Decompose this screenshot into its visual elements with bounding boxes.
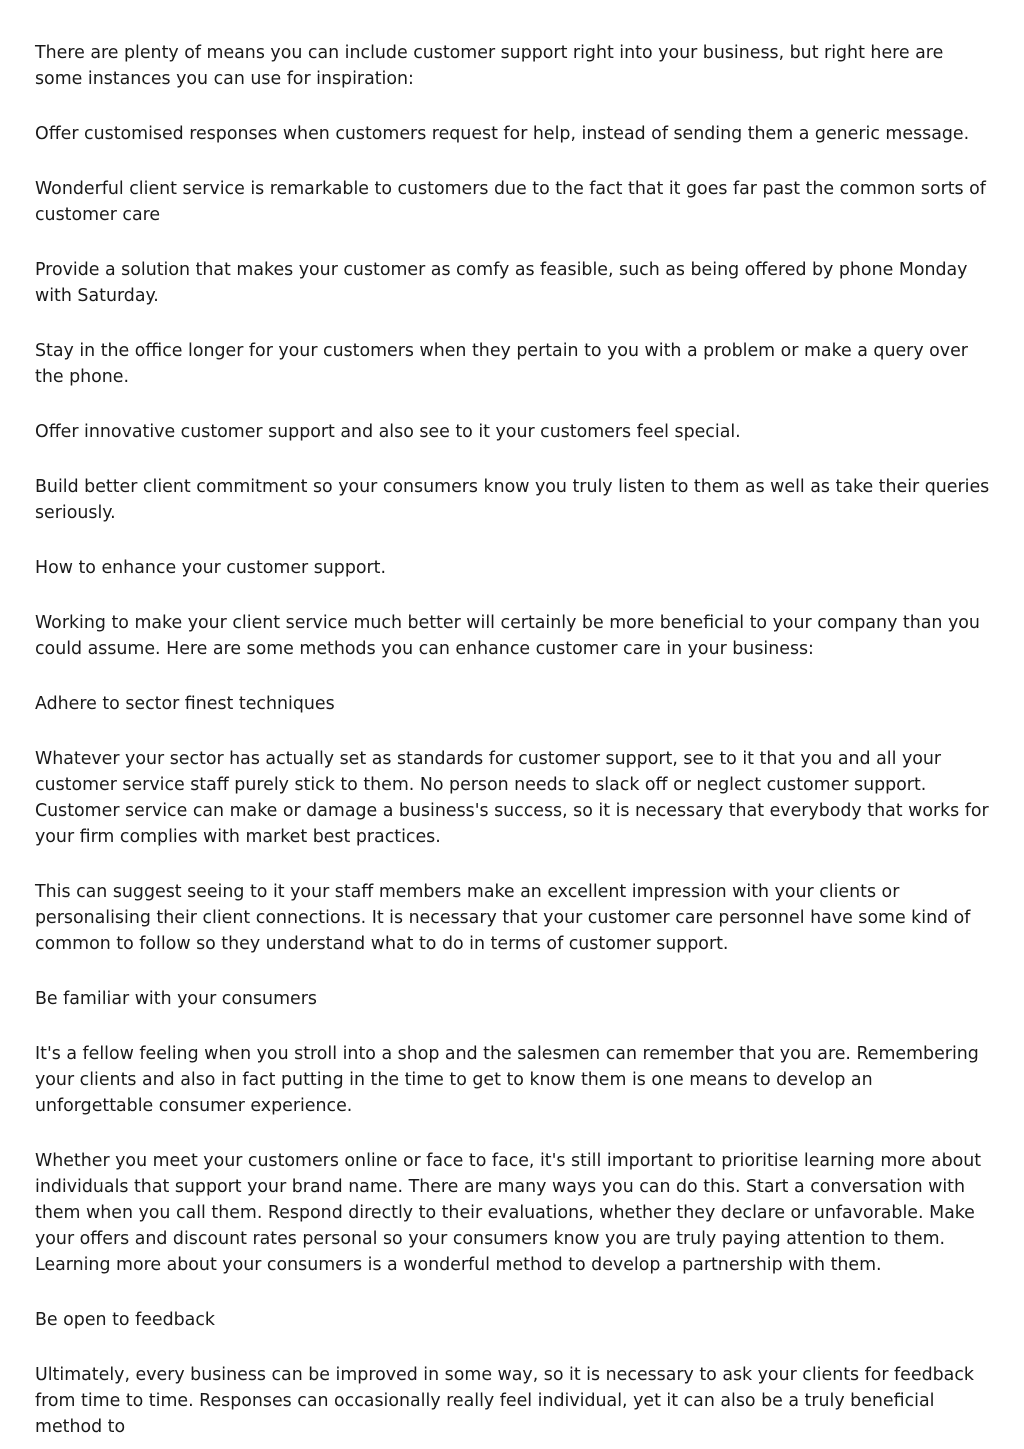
paragraph-ask-feedback: Ultimately, every business can be improved in some way, so it is necessary to ask your clients for feedback from time to time. Responses can occasionally really feel individual, yet it can also be a truly beneficial method to [35, 1365, 974, 1437]
paragraph-client-commitment: Build better client commitment so your consumers know you truly listen to them as well as take their queries seriously. [35, 477, 990, 523]
section-heading-best-techniques: Adhere to sector finest techniques [35, 694, 335, 714]
paragraph-meet-customers: Whether you meet your customers online or face to face, it's still important to prioritise learning more about individuals that support your brand name. There are many ways you can do this. Start a conversation with them when you call them. Respond directly to their evaluations, whether they declare or unfavorable. Make your offers and discount rates personal so your consumers know you are truly paying attention to them. Learning more about your consumers is a wonderful method to develop a partnership with them. [35, 1151, 982, 1275]
paragraph-sector-standards: Whatever your sector has actually set as standards for customer support, see to it that you and all your customer service staff purely stick to them. No person needs to slack off or neglect customer support. Customer service can make or damage a business's success, so it is necessary that everybody that works for your firm complies with market best practices. [35, 749, 989, 847]
paragraph-provide-solution: Provide a solution that makes your customer as comfy as feasible, such as being offered by phone Monday with Saturday. [35, 260, 968, 306]
section-heading-enhance-support: How to enhance your customer support. [35, 558, 387, 578]
paragraph-stay-longer: Stay in the office longer for your customers when they pertain to you with a problem or make a query over the phone. [35, 341, 968, 387]
section-heading-feedback: Be open to feedback [35, 1310, 215, 1330]
document-body [35, 40, 990, 1440]
paragraph-intro: There are plenty of means you can include customer support right into your business, but right here are some instances you can use for inspiration: [35, 43, 944, 89]
paragraph-wonderful-service: Wonderful client service is remarkable to customers due to the fact that it goes far past the common sorts of customer care [35, 179, 986, 225]
section-heading-know-consumers: Be familiar with your consumers [35, 989, 317, 1009]
paragraph-customised-responses: Offer customised responses when customers request for help, instead of sending them a generic message. [35, 124, 970, 144]
paragraph-staff-impression: This can suggest seeing to it your staff members make an excellent impression with your clients or personalising their client connections. It is necessary that your customer care personnel have some kind of common to follow so they understand what to do in terms of customer support. [35, 882, 971, 954]
paragraph-innovative-support: Offer innovative customer support and also see to it your customers feel special. [35, 422, 741, 442]
paragraph-working-better: Working to make your client service much better will certainly be more beneficial to your company than you could assume. Here are some methods you can enhance customer care in your business: [35, 613, 980, 659]
paragraph-fellow-feeling: It's a fellow feeling when you stroll into a shop and the salesmen can remember that you are. Remembering your clients and also in fact putting in the time to get to know them is one means to develop an unforgettable consumer experience. [35, 1044, 979, 1116]
